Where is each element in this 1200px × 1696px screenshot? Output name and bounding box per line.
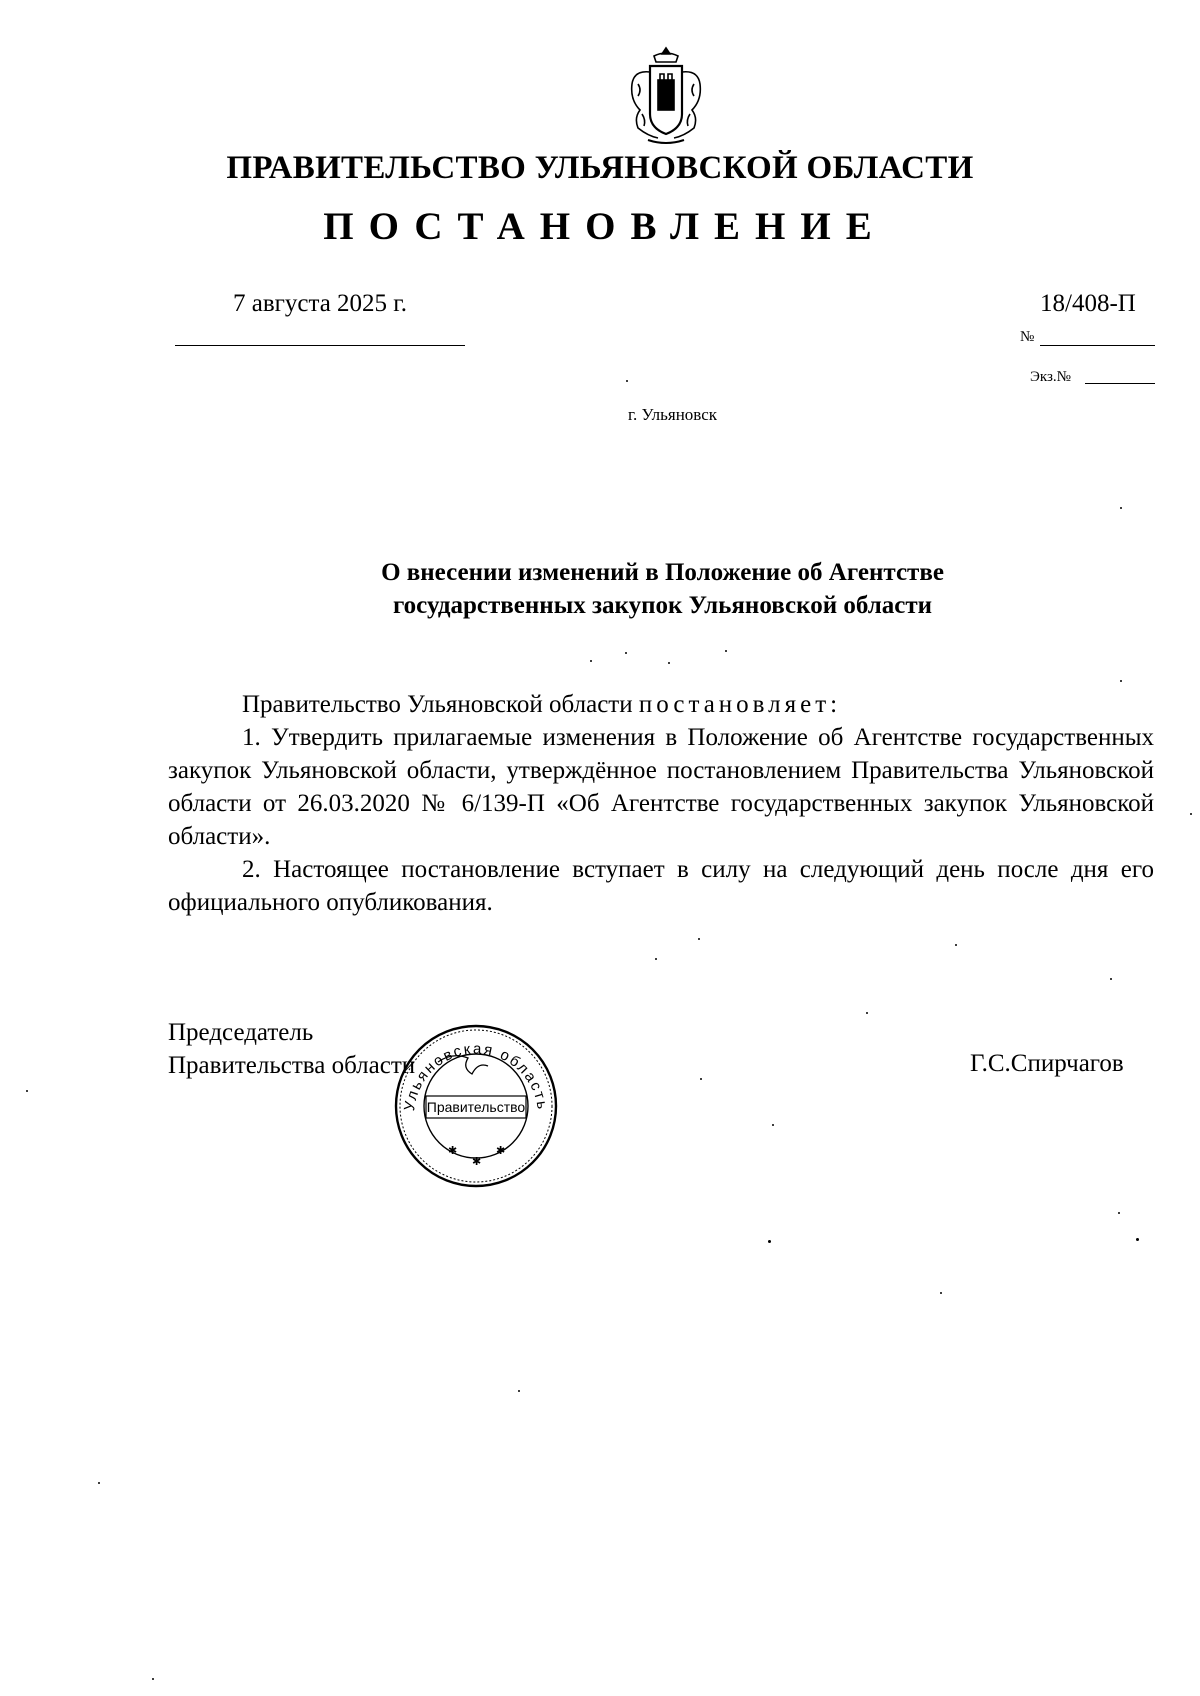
scan-speck — [668, 662, 670, 664]
scan-speck — [940, 1292, 942, 1294]
coat-of-arms-emblem — [624, 44, 708, 146]
seal-center-text: Правительство — [426, 1099, 526, 1115]
scan-speck — [700, 1078, 702, 1080]
copy-number-label: Экз.№ — [1030, 369, 1071, 385]
subject-line-1: О внесении изменений в Положение об Агентстве — [381, 559, 944, 586]
document-type-title: ПОСТАНОВЛЕНИЕ — [323, 205, 887, 248]
date-underline — [175, 345, 465, 346]
scan-speck — [866, 1012, 868, 1014]
scan-speck — [655, 958, 657, 960]
scan-speck — [955, 944, 957, 946]
scan-speck — [772, 1124, 774, 1126]
scan-speck — [152, 1678, 154, 1680]
position-line-1: Председатель — [168, 1019, 314, 1046]
scan-speck — [1136, 1238, 1139, 1241]
copy-number-underline — [1085, 383, 1155, 384]
position-line-2: Правительства области — [168, 1052, 416, 1079]
scan-speck — [626, 380, 628, 382]
subject-line-2: государственных закупок Ульяновской области — [392, 592, 933, 619]
scan-speck — [725, 650, 727, 652]
seal-star-icon: ✱ — [472, 1155, 482, 1168]
number-label: № — [1020, 329, 1035, 345]
document-subject — [0, 556, 1200, 622]
item-1-paragraph: 1. Утвердить прилагаемые изменения в Положение об Агентстве государственных закупок Ульяновской области, утверждённое постановлением Правительства Ульяновской области от 26.03.2020 № 6/139-П «Об Агентстве государственных закупок Ульяновской области». — [168, 724, 1154, 850]
seal-star-icon: ✱ — [496, 1144, 506, 1157]
scan-speck — [698, 938, 700, 940]
intro-paragraph — [168, 688, 1154, 721]
scan-speck — [1110, 978, 1112, 980]
city-name: г. Ульяновск — [627, 405, 718, 424]
seal-ring-text: Ульяновская область — [401, 1040, 551, 1113]
number-underline — [1040, 345, 1155, 346]
official-seal — [392, 1022, 560, 1190]
signatory-name: Г.С.Спирчагов — [970, 1050, 1124, 1077]
intro-prefix: Правительство Ульяновской области — [242, 691, 639, 718]
document-body — [168, 688, 1154, 919]
scan-speck — [1190, 813, 1192, 815]
scan-speck — [518, 1390, 520, 1392]
seal-star-icon: ✱ — [448, 1144, 458, 1157]
signatory-position — [168, 1016, 415, 1082]
organization-title: ПРАВИТЕЛЬСТВО УЛЬЯНОВСКОЙ ОБЛАСТИ — [226, 150, 974, 186]
scan-speck — [1120, 507, 1122, 509]
document-number: 18/408-П — [1040, 290, 1136, 317]
scan-speck — [1118, 1212, 1120, 1214]
intro-verb: постановляет: — [638, 691, 842, 718]
scan-speck — [26, 1090, 28, 1092]
scan-speck — [98, 1482, 100, 1484]
scan-speck — [768, 1240, 771, 1243]
scan-speck — [625, 652, 627, 654]
scan-speck — [1120, 680, 1122, 682]
document-date: 7 августа 2025 г. — [232, 290, 407, 317]
item-2-paragraph: 2. Настоящее постановление вступает в силу на следующий день после дня его официального опубликования. — [168, 856, 1154, 916]
scan-speck — [590, 660, 592, 662]
